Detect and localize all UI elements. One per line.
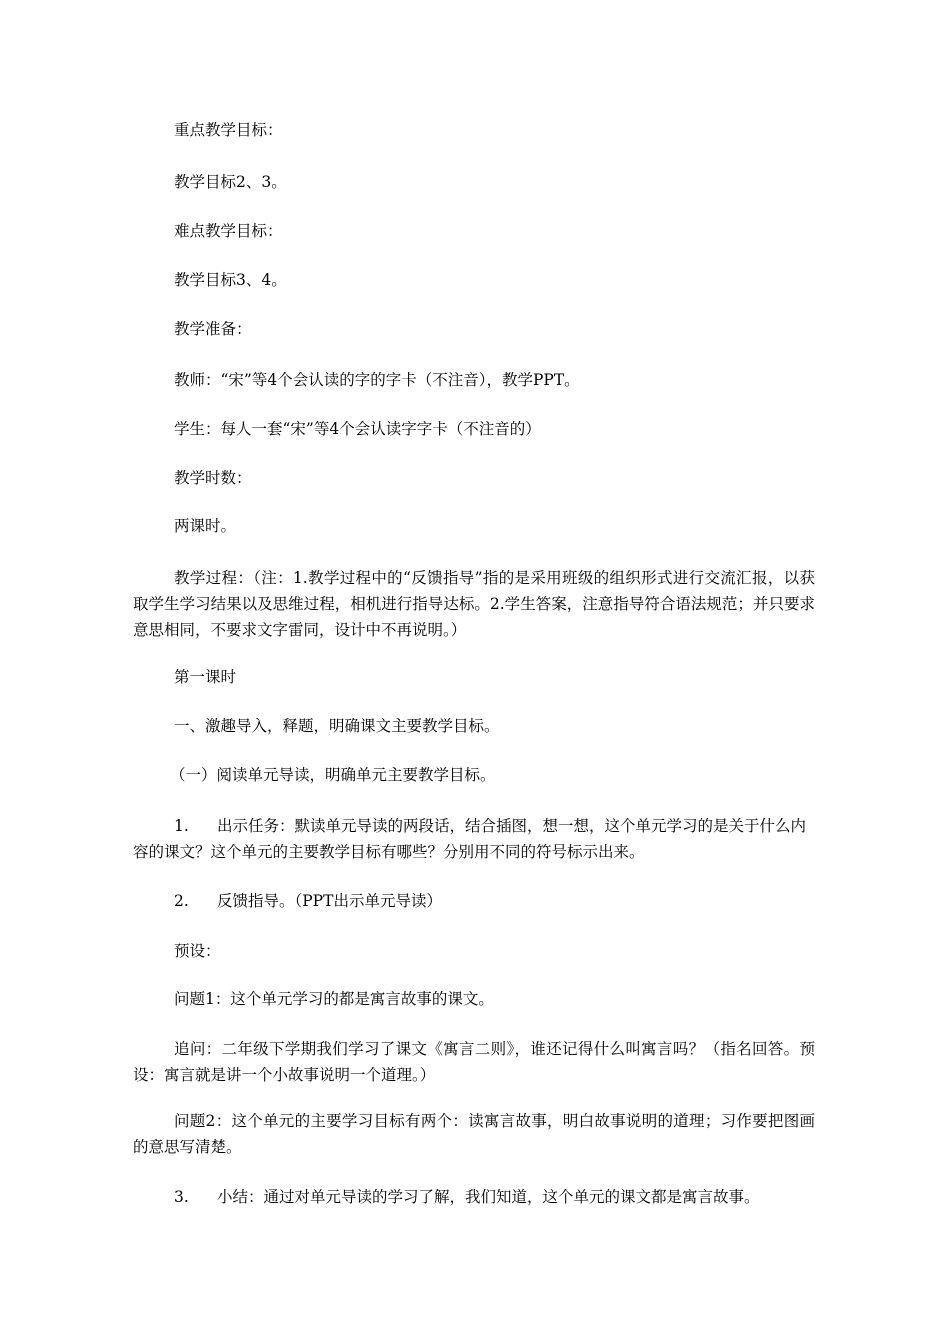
list-number: 1. bbox=[174, 817, 189, 835]
paragraph-question-1: 问题1：这个单元学习的都是寓言故事的课文。 bbox=[174, 990, 494, 1008]
paragraph-question-2: 问题2：这个单元的主要学习目标有两个：读寓言故事，明白故事说明的道理；习作要把图画的意思写清楚。 bbox=[133, 1112, 815, 1156]
paragraph-first-lesson: 第一课时 bbox=[174, 668, 237, 686]
list-text: 小结：通过对单元导读的学习了解，我们知道，这个单元的课文都是寓言故事。 bbox=[217, 1188, 760, 1206]
list-item-2 bbox=[133, 888, 815, 914]
paragraph-preset: 预设： bbox=[174, 942, 221, 960]
paragraph-key-objectives-value: 教学目标2、3。 bbox=[174, 173, 287, 191]
list-text: 出示任务：默读单元导读的两段话，结合插图，想一想，这个单元学习的是关于什么内容的课文？这个单元的主要教学目标有哪些？分别用不同的符号标示出来。 bbox=[133, 817, 807, 861]
paragraph-follow-up-question: 追问：二年级下学期我们学习了课文《寓言二则》，谁还记得什么叫寓言吗？（指名回答。预设：寓言就是讲一个小故事说明一个道理。） bbox=[133, 1040, 815, 1084]
list-item-3 bbox=[133, 1184, 815, 1210]
list-number: 2. bbox=[174, 892, 189, 910]
paragraph-difficult-objectives-heading: 难点教学目标： bbox=[174, 222, 283, 240]
paragraph-section-one-heading: 一、激趣导入，释题，明确课文主要教学目标。 bbox=[174, 717, 500, 735]
paragraph-preparation-heading: 教学准备： bbox=[174, 320, 252, 338]
paragraph-difficult-objectives-value: 教学目标3、4。 bbox=[174, 271, 287, 289]
list-number: 3. bbox=[174, 1188, 189, 1206]
paragraph-subsection-one-heading: （一）阅读单元导读，明确单元主要教学目标。 bbox=[170, 766, 496, 784]
paragraph-class-hours-value: 两课时。 bbox=[174, 517, 237, 535]
list-item-1 bbox=[133, 813, 815, 865]
paragraph-key-objectives-heading: 重点教学目标： bbox=[174, 121, 283, 139]
paragraph-teacher-preparation: 教师：“宋”等4个会认读的字的字卡（不注音），教学PPT。 bbox=[174, 371, 580, 389]
list-text: 反馈指导。（PPT出示单元导读） bbox=[217, 892, 442, 910]
paragraph-student-preparation: 学生：每人一套“宋”等4个会认读字字卡（不注音的） bbox=[174, 420, 541, 438]
paragraph-teaching-process-note: 教学过程：（注：1.教学过程中的“反馈指导”指的是采用班级的组织形式进行交流汇报，以获取学生学习结果以及思维过程，相机进行指导达标。2.学生答案，注意指导符合语法规范；并只要求意思相同，不要求文字雷同，设计中不再说明。） bbox=[133, 569, 815, 639]
paragraph-class-hours-heading: 教学时数： bbox=[174, 469, 252, 487]
